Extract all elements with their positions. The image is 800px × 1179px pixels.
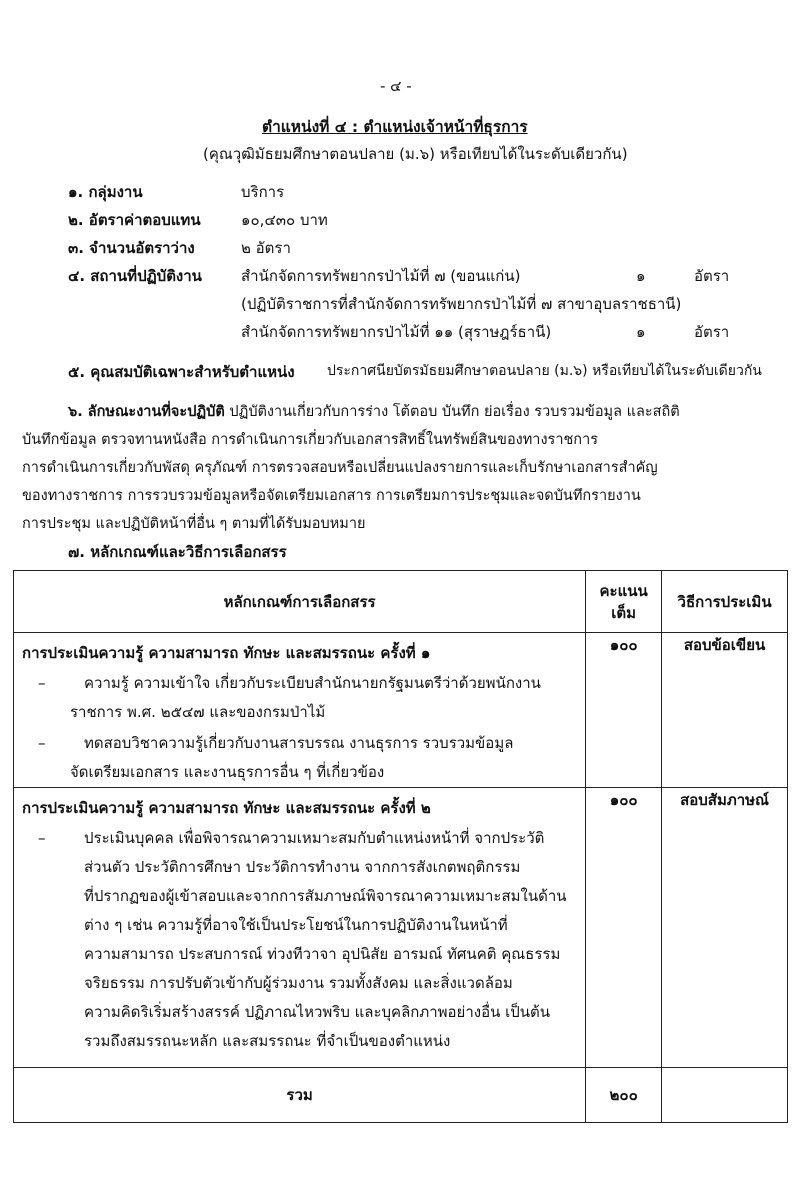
section-2-title: การประเมินความรู้ ความสามารถ ทักษะ และสมรรถนะ ครั้งที่ ๒ bbox=[22, 799, 431, 817]
section-1-method: สอบข้อเขียน bbox=[662, 633, 788, 788]
duties-line-5: การประชุม และปฏิบัติหน้าที่อื่น ๆ ตามที่ได้รับมอบหมาย bbox=[22, 516, 366, 532]
vacancy-value: ๒ อัตรา bbox=[241, 239, 291, 257]
section-2-line-3: ที่ปรากฏของผู้เข้าสอบและจากการสัมภาษณ์พิจารณาความเหมาะสมในด้าน bbox=[84, 887, 567, 905]
section-2-line-7: ความคิดริเริ่มสร้างสรรค์ ปฏิภาณไหวพริบ และบุคลิกภาพอย่างอื่น เป็นต้น bbox=[84, 1003, 551, 1021]
section-2-line-5: ความสามารถ ประสบการณ์ ท่วงทีวาจา อุปนิสัย อารมณ์ ทัศนคติ คุณธรรม bbox=[84, 945, 561, 963]
salary-value: ๑๐,๔๓๐ บาท bbox=[241, 211, 328, 229]
location-2-count: ๑ bbox=[636, 323, 646, 341]
table-row bbox=[14, 633, 788, 788]
qualification-value: ประกาศนียบัตรมัธยมศึกษาตอนปลาย (ม.๖) หรือเทียบได้ในระดับเดียวกัน bbox=[327, 363, 762, 379]
group-value: บริการ bbox=[241, 183, 285, 201]
col-method-header: วิธีการประเมิน bbox=[662, 571, 788, 633]
total-row bbox=[14, 1068, 788, 1123]
qualification-label: ๕. คุณสมบัติเฉพาะสำหรับตำแหน่ง bbox=[68, 363, 295, 381]
section-1-item-1-line-1: ความรู้ ความเข้าใจ เกี่ยวกับระเบียบสำนักนายกรัฐมนตรีว่าด้วยพนักงาน bbox=[84, 674, 541, 692]
total-score: ๒๐๐ bbox=[586, 1068, 662, 1123]
section-1-title: การประเมินความรู้ ความสามารถ ทักษะ และสมรรถนะ ครั้งที่ ๑ bbox=[22, 644, 431, 662]
section-2-item bbox=[14, 824, 585, 1056]
dash-marker: – bbox=[38, 829, 46, 847]
location-2-unit: อัตรา bbox=[694, 323, 730, 341]
section-2-line-2: ส่วนตัว ประวัติการศึกษา ประวัติการทำงาน จากการสังเกตพฤติกรรม bbox=[84, 858, 521, 876]
criteria-heading: ๗. หลักเกณฑ์และวิธีการเลือกสรร bbox=[68, 543, 287, 561]
dash-marker: – bbox=[38, 734, 46, 752]
total-method-empty bbox=[662, 1068, 788, 1123]
total-label: รวม bbox=[14, 1068, 586, 1123]
section-1-score: ๑๐๐ bbox=[586, 633, 662, 788]
duties-label: ๖. ลักษณะงานที่จะปฏิบัติ bbox=[68, 404, 225, 420]
duties-text-1: ปฏิบัติงานเกี่ยวกับการร่าง โต้ตอบ บันทึก ย่อเรื่อง รวบรวมข้อมูล และสถิติ bbox=[229, 404, 680, 420]
section-1-item-2-line-1: ทดสอบวิชาความรู้เกี่ยวกับงานสารบรรณ งานธุรการ รวบรวมข้อมูล bbox=[84, 734, 514, 752]
section-1-item-1-line-2: ราชการ พ.ศ. ๒๕๔๗ และของกรมป่าไม้ bbox=[70, 703, 326, 721]
position-title: ตำแหน่งที่ ๔ : ตำแหน่งเจ้าหน้าที่ธุรการ bbox=[262, 118, 528, 136]
group-label: ๑. กลุ่มงาน bbox=[68, 183, 143, 201]
section-1-item-1 bbox=[14, 669, 585, 727]
section-2-line-8: รวมถึงสมรรถนะหลัก และสมรรถนะ ที่จำเป็นของตำแหน่ง bbox=[84, 1032, 451, 1050]
section-2-line-1: ประเมินบุคคล เพื่อพิจารณาความเหมาะสมกับตำแหน่งหน้าที่ จากประวัติ bbox=[84, 829, 545, 847]
location-2: สำนักจัดการทรัพยากรป่าไม้ที่ ๑๑ (สุราษฎร์ธานี) bbox=[241, 323, 552, 341]
section-1-cell bbox=[14, 633, 586, 788]
duties-line-1 bbox=[68, 400, 680, 423]
vacancy-label: ๓. จำนวนอัตราว่าง bbox=[68, 239, 195, 257]
section-2-line-6: จริยธรรม การปรับตัวเข้ากับผู้ร่วมงาน รวมทั้งสังคม และสิ่งแวดล้อม bbox=[84, 974, 513, 992]
col-criteria-header: หลักเกณฑ์การเลือกสรร bbox=[14, 571, 586, 633]
section-2-method: สอบสัมภาษณ์ bbox=[662, 788, 788, 1068]
col-score-header-2: เต็ม bbox=[611, 603, 637, 622]
location-1-note: (ปฏิบัติราชการที่สำนักจัดการทรัพยากรป่าไม้ที่ ๗ สาขาอุบลราชธานี) bbox=[241, 295, 682, 313]
section-2-cell bbox=[14, 788, 586, 1068]
location-label: ๔. สถานที่ปฏิบัติงาน bbox=[68, 267, 202, 285]
location-1: สำนักจัดการทรัพยากรป่าไม้ที่ ๗ (ขอนแก่น) bbox=[241, 267, 521, 285]
qualification-note: (คุณวุฒิมัธยมศึกษาตอนปลาย (ม.๖) หรือเทียบได้ในระดับเดียวกัน) bbox=[203, 145, 628, 163]
criteria-table bbox=[13, 570, 788, 1123]
section-1-item-2 bbox=[14, 729, 585, 787]
location-1-unit: อัตรา bbox=[694, 267, 730, 285]
salary-label: ๒. อัตราค่าตอบแทน bbox=[68, 211, 201, 229]
col-score-header-1: คะแนน bbox=[599, 581, 648, 600]
location-1-count: ๑ bbox=[636, 267, 646, 285]
table-row bbox=[14, 788, 788, 1068]
duties-line-4: ของทางราชการ การรวบรวมข้อมูลหรือจัดเตรียมเอกสาร การเตรียมการประชุมและจดบันทึกรายงาน bbox=[22, 488, 641, 504]
table-header-row bbox=[14, 571, 788, 633]
section-2-line-4: ต่าง ๆ เช่น ความรู้ที่อาจใช้เป็นประโยชน์ในการปฏิบัติงานในหน้าที่ bbox=[84, 916, 508, 934]
col-score-header bbox=[586, 571, 662, 633]
section-1-item-2-line-2: จัดเตรียมเอกสาร และงานธุรการอื่น ๆ ที่เกี่ยวข้อง bbox=[70, 763, 385, 781]
duties-line-3: การดำเนินการเกี่ยวกับพัสดุ ครุภัณฑ์ การตรวจสอบหรือเปลี่ยนแปลงรายการและเก็บรักษาเอกสารสำคัญ bbox=[22, 460, 658, 476]
duties-line-2: บันทึกข้อมูล ตรวจทานหนังสือ การดำเนินการเกี่ยวกับเอกสารสิทธิ์ในทรัพย์สินของทางราชการ bbox=[22, 432, 599, 448]
section-2-score: ๑๐๐ bbox=[586, 788, 662, 1068]
dash-marker: – bbox=[38, 674, 46, 692]
page-number: - ๔ - bbox=[380, 77, 412, 95]
